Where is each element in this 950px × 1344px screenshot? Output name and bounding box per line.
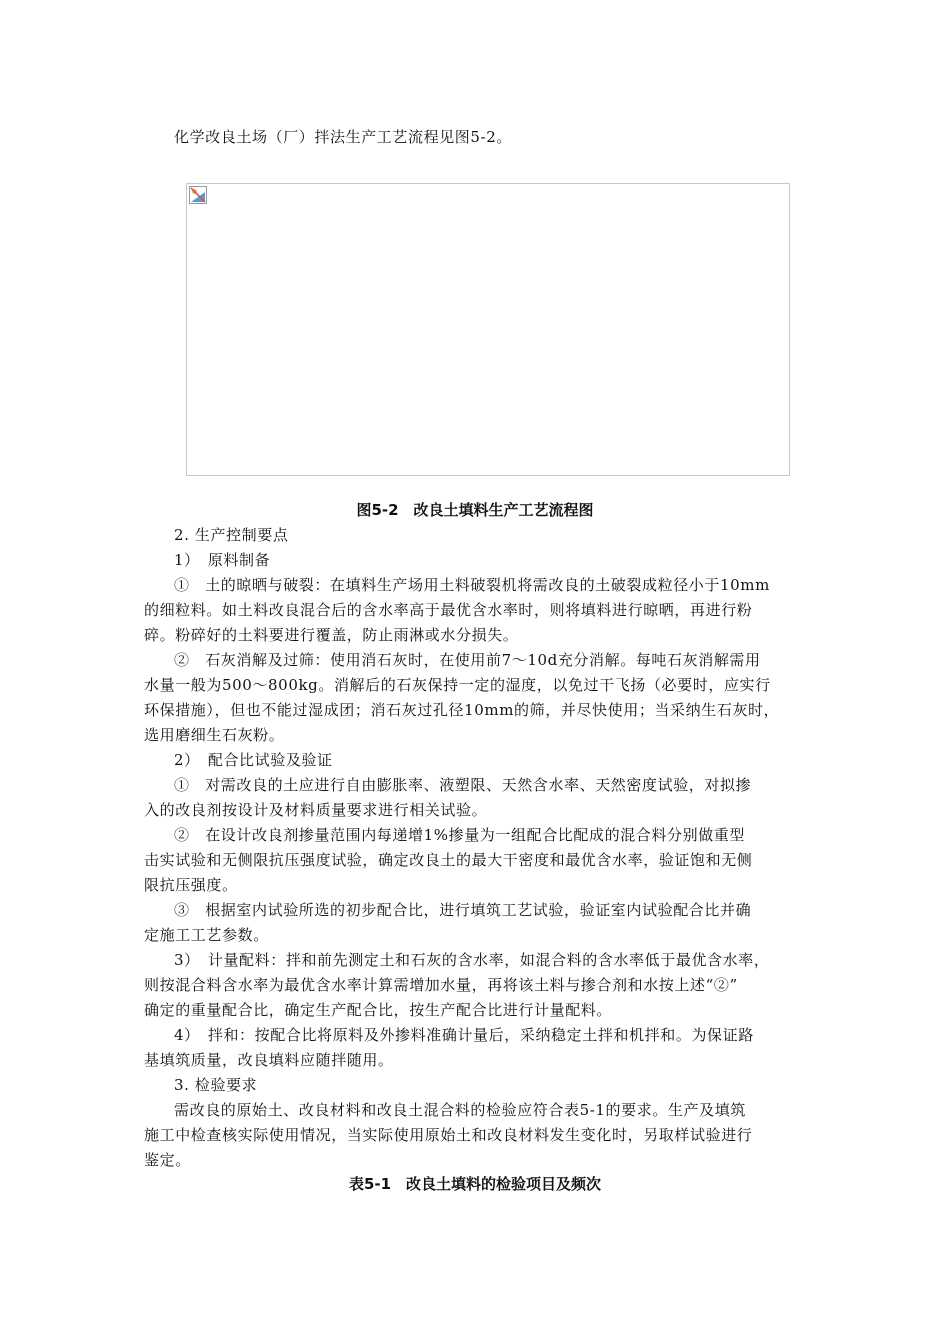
paragraph-line: 鉴定。	[144, 1151, 191, 1169]
section-heading: 2. 生产控制要点	[174, 526, 289, 544]
paragraph-line: 击实试验和无侧限抗压强度试验，确定改良土的最大干密度和最优含水率，验证饱和无侧	[144, 851, 753, 869]
paragraph-line: ① 土的晾晒与破裂：在填料生产场用土料破裂机将需改良的土破裂成粒径小于10mm	[174, 576, 770, 594]
paragraph-line: 确定的重量配合比，确定生产配合比，按生产配合比进行计量配料。	[144, 1001, 613, 1019]
paragraph-line: 则按混合料含水率为最优含水率计算需增加水量，再将该土料与掺合剂和水按上述“②”	[144, 976, 738, 994]
broken-image-icon	[189, 186, 207, 204]
paragraph-line: 施工中检查核实际使用情况，当实际使用原始土和改良材料发生变化时，另取样试验进行	[144, 1126, 753, 1144]
paragraph-line: ② 在设计改良剂掺量范围内每递增1%掺量为一组配合比配成的混合料分别做重型	[174, 826, 745, 844]
paragraph-line: 环保措施），但也不能过湿成团；消石灰过孔径10mm的筛，并尽快使用；当采纳生石灰时，	[144, 701, 780, 719]
paragraph-line: ① 对需改良的土应进行自由膨胀率、液塑限、天然含水率、天然密度试验，对拟掺	[174, 776, 752, 794]
table-caption: 表5-1 改良土填料的检验项目及频次	[348, 1175, 602, 1193]
subsection-heading: 1） 原料制备	[174, 551, 271, 569]
paragraph-line: ② 石灰消解及过筛：使用消石灰时，在使用前7～10d充分消解。每吨石灰消解需用	[174, 651, 761, 669]
paragraph-line: 限抗压强度。	[144, 876, 238, 894]
figure-placeholder	[186, 183, 790, 476]
paragraph-line: ③ 根据室内试验所选的初步配合比，进行填筑工艺试验，验证室内试验配合比并确	[174, 901, 752, 919]
paragraph-line: 4） 拌和：按配合比将原料及外掺料准确计量后，采纳稳定土拌和机拌和。为保证路	[174, 1026, 754, 1044]
paragraph-line: 3） 计量配料：拌和前先测定土和石灰的含水率，如混合料的含水率低于最优含水率，	[174, 951, 770, 969]
paragraph-line: 入的改良剂按设计及材料质量要求进行相关试验。	[144, 801, 488, 819]
paragraph-line: 水量一般为500～800kg。消解后的石灰保持一定的湿度，以免过干飞扬（必要时，应实行	[144, 676, 771, 694]
figure-caption: 图5-2 改良土填料生产工艺流程图	[356, 501, 594, 519]
intro-text: 化学改良土场（厂）拌法生产工艺流程见图5-2。	[174, 128, 512, 146]
paragraph-line: 的细粒料。如土料改良混合后的含水率高于最优含水率时，则将填料进行晾晒，再进行粉	[144, 601, 753, 619]
paragraph-line: 选用磨细生石灰粉。	[144, 726, 285, 744]
subsection-heading: 2） 配合比试验及验证	[174, 751, 333, 769]
paragraph-line: 定施工工艺参数。	[144, 926, 269, 944]
section-heading: 3. 检验要求	[174, 1076, 258, 1094]
paragraph-line: 需改良的原始土、改良材料和改良土混合料的检验应符合表5-1的要求。生产及填筑	[174, 1101, 746, 1119]
paragraph-line: 基填筑质量，改良填料应随拌随用。	[144, 1051, 394, 1069]
paragraph-line: 碎。粉碎好的土料要进行覆盖，防止雨淋或水分损失。	[144, 626, 519, 644]
